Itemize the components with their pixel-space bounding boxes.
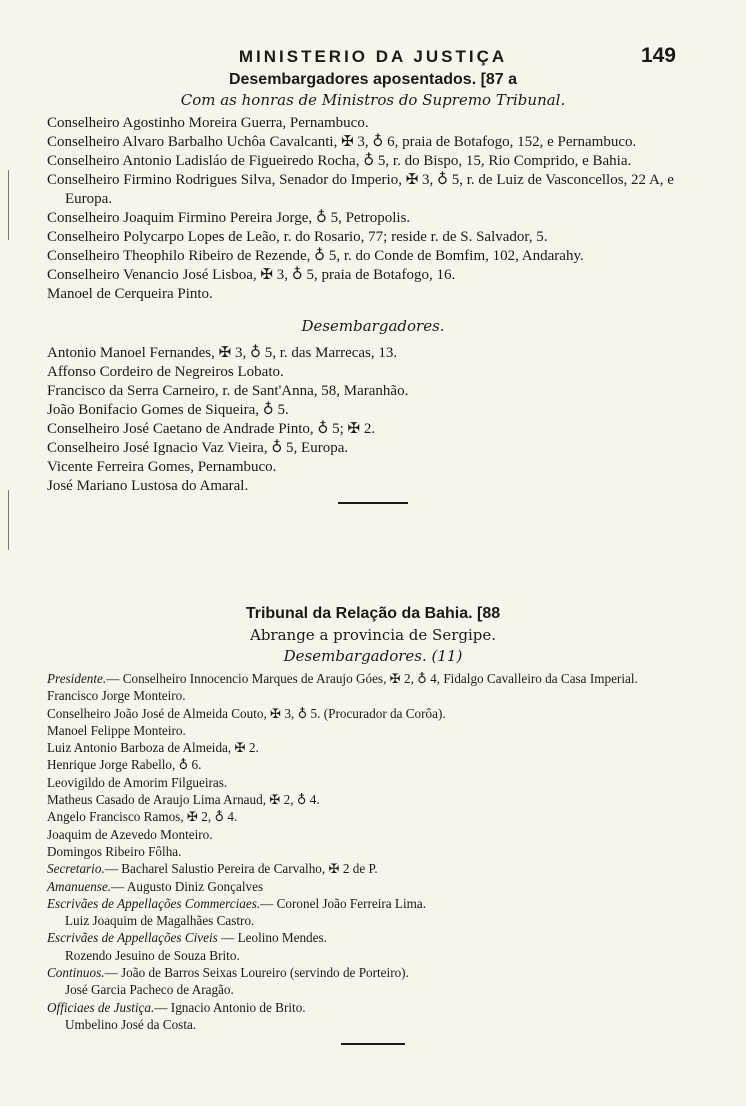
list-item: Luiz Antonio Barboza de Almeida, ✠ 2.: [47, 740, 259, 756]
list-item: Affonso Cordeiro de Negreiros Lobato.: [47, 364, 284, 380]
list-item: Conselheiro Antonio Ladisláo de Figueiredo Rocha, ♁ 5, r. do Bispo, 15, Rio Comprido, e Bahia.: [47, 153, 632, 169]
page-number: 149: [640, 44, 676, 67]
staff-entry: [47, 964, 690, 981]
section-subtitle: Abrange a provincia de Sergipe.: [249, 626, 497, 644]
list-item: Domingos Ribeiro Fôlha.: [47, 843, 182, 859]
entry-text: — Conselheiro Innocencio Marques de Araujo Góes, ✠ 2, ♁ 4, Fidalgo Cavalleiro da Casa Imperial.: [106, 671, 638, 686]
staff-extra: Rozendo Jesuino de Souza Brito.: [65, 947, 240, 963]
sub-heading: Desembargadores.: [301, 317, 445, 335]
entry-list: [0, 344, 746, 496]
list-item: Antonio Manoel Fernandes, ✠ 3, ♁ 5, r. das Marrecas, 13.: [47, 345, 398, 361]
list-item: João Bonifacio Gomes de Siqueira, ♁ 5.: [47, 402, 289, 418]
section-divider: [341, 1043, 405, 1045]
staff-extra: Luiz Joaquim de Magalhães Castro.: [65, 913, 255, 929]
entry-text: — Ignacio Antonio de Brito.: [154, 999, 306, 1015]
role-label: Escrivães de Appellações Commerciaes.: [47, 895, 261, 911]
list-item: Conselheiro Alvaro Barbalho Uchôa Cavalcanti, ✠ 3, ♁ 6, praia de Botafogo, 152, e Pernambuco.: [47, 134, 637, 150]
entry-text: — Coronel João Ferreira Lima.: [260, 895, 427, 911]
list-item: Conselheiro Polycarpo Lopes de Leão, r. do Rosario, 77; reside r. de S. Salvador, 5.: [47, 229, 548, 245]
role-label: Continuos.: [47, 965, 105, 981]
list-item: Francisco da Serra Carneiro, r. de Sant'Anna, 58, Maranhão.: [47, 383, 409, 399]
sub-heading: Desembargadores. (11): [283, 647, 463, 665]
role-label: Officiaes de Justiça.: [47, 999, 155, 1015]
entry-text: — Bacharel Salustio Pereira de Carvalho, ✠ 2 de P.: [104, 861, 378, 877]
list-item: Manoel Felippe Monteiro.: [47, 722, 186, 738]
entry-text: — João de Barros Seixas Loureiro (servindo de Porteiro).: [104, 965, 409, 981]
section-desembargadores-aposentados: [0, 70, 746, 518]
list-item: Conselheiro Joaquim Firmino Pereira Jorge, ♁ 5, Petropolis.: [47, 210, 411, 226]
list-item: Conselheiro João José de Almeida Couto, ✠ 3, ♁ 5. (Procurador da Corôa).: [47, 705, 446, 721]
list-item: Conselheiro José Caetano de Andrade Pinto, ♁ 5; ✠ 2.: [47, 421, 376, 437]
list-item: Francisco Jorge Monteiro.: [47, 688, 186, 704]
running-title: MINISTERIO DA JUSTIÇA: [238, 47, 508, 66]
role-label: Amanuense.: [47, 878, 112, 894]
staff-entry: [47, 878, 690, 895]
list-item: Joaquim de Azevedo Monteiro.: [47, 826, 213, 842]
entry-list: [0, 114, 746, 304]
president-entry: [47, 670, 690, 687]
role-label: Presidente.: [47, 671, 107, 686]
section-heading: Desembargadores aposentados. [87 a: [228, 71, 518, 88]
entry-text: — Augusto Diniz Gonçalves: [111, 878, 264, 894]
list-item: Conselheiro Firmino Rodrigues Silva, Senador do Imperio, ✠ 3, ♁ 5, r. de Luiz de Vasconcellos, 22 A, e Europa.: [47, 172, 674, 207]
role-label: Secretario.: [47, 861, 105, 877]
list-item: Henrique Jorge Rabello, ♁ 6.: [47, 757, 202, 773]
section-subtitle: Com as honras de Ministros do Supremo Tribunal.: [180, 91, 566, 109]
running-head: [0, 44, 746, 68]
staff-extra: José Garcia Pacheco de Aragão.: [65, 982, 234, 998]
entry-text: — Leolino Mendes.: [217, 930, 327, 946]
list-item: Conselheiro José Ignacio Vaz Vieira, ♁ 5, Europa.: [47, 440, 349, 456]
section-heading: Tribunal da Relação da Bahia. [88: [245, 605, 501, 622]
list-item: Conselheiro Venancio José Lisboa, ✠ 3, ♁ 5, praia de Botafogo, 16.: [47, 267, 456, 283]
list-item: José Mariano Lustosa do Amaral.: [47, 478, 249, 494]
list-item: Vicente Ferreira Gomes, Pernambuco.: [47, 459, 277, 475]
entry-list: [0, 670, 746, 1033]
section-tribunal-relacao-bahia: [0, 604, 746, 1045]
staff-extra: Umbelino José da Costa.: [65, 1016, 197, 1032]
staff-entry: [47, 895, 690, 912]
role-label: Escrivães de Appellações Civeis: [47, 930, 218, 946]
list-item: Conselheiro Theophilo Ribeiro de Rezende, ♁ 5, r. do Conde de Bomfim, 102, Andarahy.: [47, 248, 584, 264]
staff-entry: [47, 999, 690, 1016]
staff-entry: [47, 860, 690, 877]
list-item: Leovigildo de Amorim Filgueiras.: [47, 774, 228, 790]
list-item: Angelo Francisco Ramos, ✠ 2, ♁ 4.: [47, 809, 238, 825]
section-divider: [338, 502, 408, 504]
staff-entry: [47, 929, 690, 946]
list-item: Conselheiro Agostinho Moreira Guerra, Pernambuco.: [47, 115, 369, 131]
list-item: Manoel de Cerqueira Pinto.: [47, 286, 213, 302]
list-item: Matheus Casado de Araujo Lima Arnaud, ✠ 2, ♁ 4.: [47, 792, 320, 808]
